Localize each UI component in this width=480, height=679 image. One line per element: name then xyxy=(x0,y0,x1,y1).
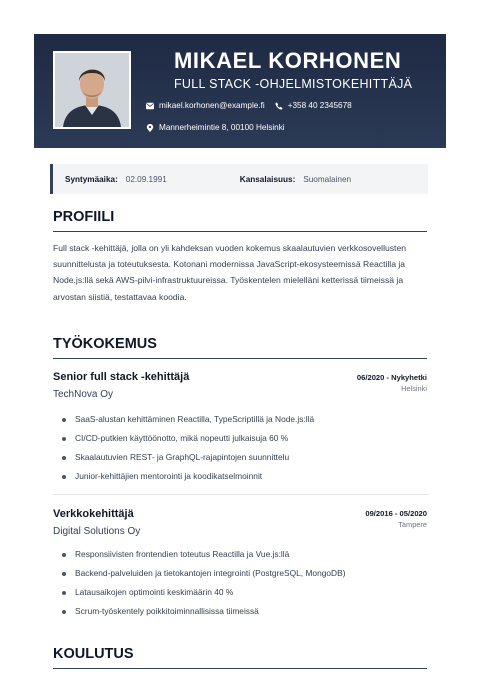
email-link[interactable]: mikael.korhonen@example.fi xyxy=(159,101,265,110)
candidate-name: MIKAEL KORHONEN xyxy=(174,48,402,73)
list-item: Scrum-työskentely poikkitoiminnallisissa tiimeissä xyxy=(62,602,422,621)
contact-row-primary xyxy=(146,101,352,110)
list-item: Skaalautuvien REST- ja GraphQL-rajapintojen suunnittelu xyxy=(62,448,422,467)
list-item: Junior-kehittäjien mentorointi ja koodikatselmoinnit xyxy=(62,467,422,486)
citizenship-label: Kansalaisuus: xyxy=(239,174,296,184)
person-portrait-icon xyxy=(55,53,129,127)
phone-icon xyxy=(275,102,283,110)
job-headline: FULL STACK -OHJELMISTOKEHITTÄJÄ xyxy=(174,77,413,91)
list-item: CI/CD-putkien käyttöönotto, mikä nopeutti julkaisuja 60 % xyxy=(62,429,422,448)
resume-header xyxy=(34,34,446,148)
profile-summary: Full stack -kehittäjä, jolla on yli kahdeksan vuoden kokemus skaalautuvien verkkosovellusten suunnittelusta ja toteutuksesta. Kotonani modernissa JavaScript-ekosysteemissä Reactilla ja Node.js:llä sekä AWS-pilvi-infrastruktuureissa. Työskentelen mielelläni ketterissä tiimeissä ja arvostan siistiä, testattavaa koodia. xyxy=(53,243,407,302)
birth-date-label: Syntymäaika: xyxy=(65,174,118,184)
list-item: SaaS-alustan kehittäminen Reactilla, TypeScriptillä ja Node.js:llä xyxy=(62,410,422,429)
education-heading: KOULUTUS xyxy=(53,646,427,669)
phone-number[interactable]: +358 40 2345678 xyxy=(287,101,352,110)
job-dates: 06/2020 - Nykyhetki xyxy=(356,373,427,382)
company-name: TechNova Oy xyxy=(53,389,114,400)
job-location: Tampere xyxy=(398,520,427,529)
list-item: Backend-palveluiden ja tietokantojen integrointi (PostgreSQL, MongoDB) xyxy=(62,564,422,583)
citizenship-value: Suomalainen xyxy=(303,174,352,184)
profile-heading: PROFIILI xyxy=(53,209,427,232)
contact-row-address xyxy=(146,123,285,132)
list-item: Latausaikojen optimointi keskimäärin 40 % xyxy=(62,583,422,602)
list-item: Responsiivisten frontendien toteutus Reactilla ja Vue.js:llä xyxy=(62,545,422,564)
job-divider xyxy=(53,494,429,495)
company-name: Digital Solutions Oy xyxy=(53,526,141,537)
job-duties-list xyxy=(62,545,422,621)
profile-photo xyxy=(53,51,131,129)
experience-heading: TYÖKOKEMUS xyxy=(53,336,427,359)
personal-info-box xyxy=(50,164,428,194)
birth-date-value: 02.09.1991 xyxy=(125,174,167,184)
envelope-icon xyxy=(146,102,154,110)
job-title: Verkkokehittäjä xyxy=(53,508,134,520)
job-duties-list xyxy=(62,410,422,486)
job-location: Helsinki xyxy=(401,384,427,393)
address-text: Mannerheimintie 8, 00100 Helsinki xyxy=(159,123,285,132)
job-title: Senior full stack -kehittäjä xyxy=(53,371,190,383)
job-dates: 09/2016 - 05/2020 xyxy=(365,509,427,518)
location-pin-icon xyxy=(146,124,154,132)
